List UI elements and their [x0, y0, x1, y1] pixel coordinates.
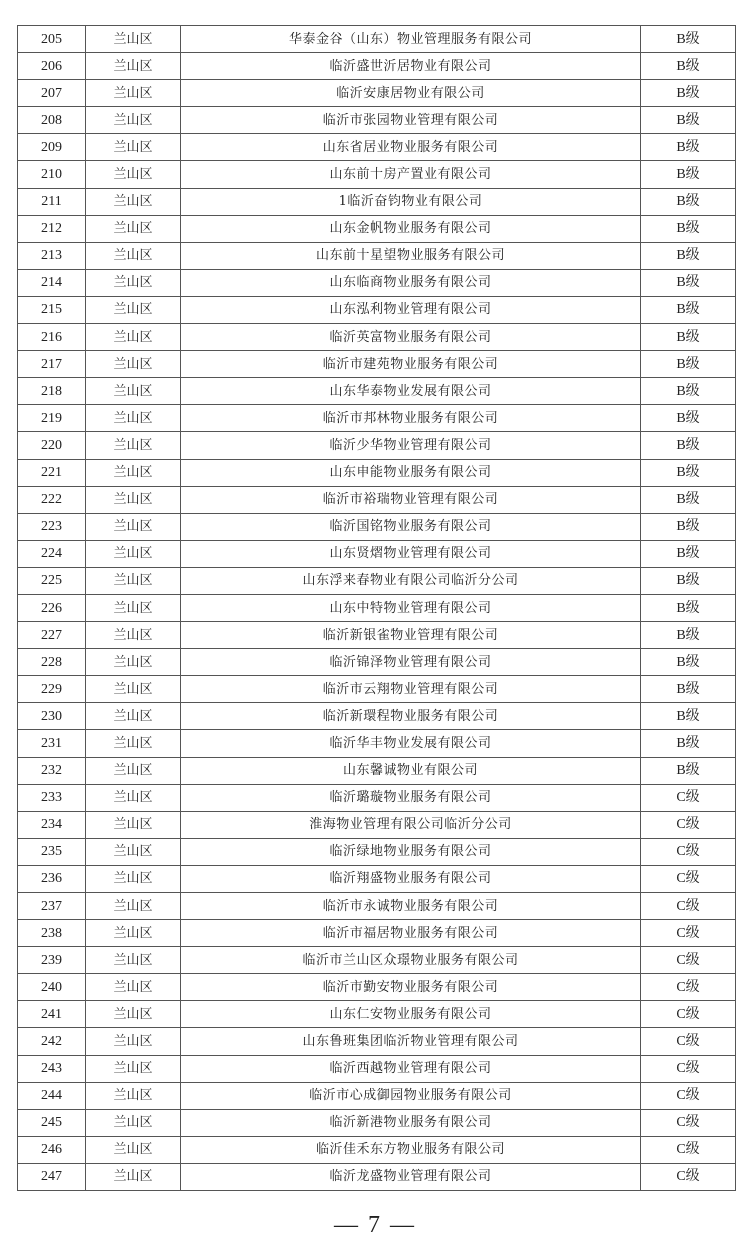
grade-cell: C级 — [641, 1136, 736, 1163]
company-name-cell: 山东前十星望物业服务有限公司 — [181, 242, 641, 269]
table-row — [18, 215, 736, 242]
grade-cell: B级 — [641, 540, 736, 567]
district-cell: 兰山区 — [86, 486, 181, 513]
grade-cell: C级 — [641, 893, 736, 920]
table-row — [18, 920, 736, 947]
table-body — [18, 26, 736, 1191]
row-number-cell: 234 — [18, 811, 86, 838]
row-number-cell: 205 — [18, 26, 86, 53]
grade-cell: C级 — [641, 1028, 736, 1055]
table-row — [18, 784, 736, 811]
district-cell: 兰山区 — [86, 459, 181, 486]
row-number-cell: 213 — [18, 242, 86, 269]
table-row — [18, 1082, 736, 1109]
company-name-cell: 临沂安康居物业有限公司 — [181, 80, 641, 107]
row-number-cell: 210 — [18, 161, 86, 188]
district-cell: 兰山区 — [86, 296, 181, 323]
company-name-cell: 山东泓利物业管理有限公司 — [181, 296, 641, 323]
row-number-cell: 206 — [18, 53, 86, 80]
district-cell: 兰山区 — [86, 80, 181, 107]
row-number-cell: 211 — [18, 188, 86, 215]
district-cell: 兰山区 — [86, 405, 181, 432]
rating-table-container — [17, 25, 735, 1191]
table-row — [18, 432, 736, 459]
row-number-cell: 223 — [18, 513, 86, 540]
company-name-cell: 临沂龙盛物业管理有限公司 — [181, 1163, 641, 1190]
district-cell: 兰山区 — [86, 242, 181, 269]
row-number-cell: 243 — [18, 1055, 86, 1082]
row-number-cell: 217 — [18, 351, 86, 378]
row-number-cell: 209 — [18, 134, 86, 161]
grade-cell: B级 — [641, 459, 736, 486]
district-cell: 兰山区 — [86, 324, 181, 351]
district-cell: 兰山区 — [86, 594, 181, 621]
district-cell: 兰山区 — [86, 649, 181, 676]
district-cell: 兰山区 — [86, 1055, 181, 1082]
company-name-cell: 山东中特物业管理有限公司 — [181, 594, 641, 621]
table-row — [18, 540, 736, 567]
district-cell: 兰山区 — [86, 920, 181, 947]
table-row — [18, 1028, 736, 1055]
grade-cell: B级 — [641, 351, 736, 378]
row-number-cell: 233 — [18, 784, 86, 811]
company-name-cell: 临沂华丰物业发展有限公司 — [181, 730, 641, 757]
table-row — [18, 53, 736, 80]
district-cell: 兰山区 — [86, 757, 181, 784]
grade-cell: B级 — [641, 53, 736, 80]
row-number-cell: 215 — [18, 296, 86, 323]
grade-cell: C级 — [641, 974, 736, 1001]
district-cell: 兰山区 — [86, 351, 181, 378]
district-cell: 兰山区 — [86, 703, 181, 730]
company-name-cell: 临沂少华物业管理有限公司 — [181, 432, 641, 459]
grade-cell: B级 — [641, 622, 736, 649]
grade-cell: B级 — [641, 161, 736, 188]
grade-cell: B级 — [641, 513, 736, 540]
district-cell: 兰山区 — [86, 1163, 181, 1190]
row-number-cell: 242 — [18, 1028, 86, 1055]
table-row — [18, 811, 736, 838]
grade-cell: C级 — [641, 1055, 736, 1082]
district-cell: 兰山区 — [86, 134, 181, 161]
district-cell: 兰山区 — [86, 865, 181, 892]
district-cell: 兰山区 — [86, 947, 181, 974]
grade-cell: B级 — [641, 188, 736, 215]
company-name-cell: 1临沂奋钧物业有限公司 — [181, 188, 641, 215]
district-cell: 兰山区 — [86, 107, 181, 134]
property-company-rating-table — [17, 25, 736, 1191]
table-row — [18, 26, 736, 53]
row-number-cell: 239 — [18, 947, 86, 974]
grade-cell: B级 — [641, 432, 736, 459]
district-cell: 兰山区 — [86, 53, 181, 80]
district-cell: 兰山区 — [86, 188, 181, 215]
row-number-cell: 236 — [18, 865, 86, 892]
company-name-cell: 淮海物业管理有限公司临沂分公司 — [181, 811, 641, 838]
district-cell: 兰山区 — [86, 1136, 181, 1163]
row-number-cell: 220 — [18, 432, 86, 459]
row-number-cell: 228 — [18, 649, 86, 676]
company-name-cell: 临沂锦泽物业管理有限公司 — [181, 649, 641, 676]
table-row — [18, 676, 736, 703]
district-cell: 兰山区 — [86, 730, 181, 757]
company-name-cell: 山东浮来春物业有限公司临沂分公司 — [181, 567, 641, 594]
grade-cell: B级 — [641, 757, 736, 784]
grade-cell: C级 — [641, 1082, 736, 1109]
table-row — [18, 947, 736, 974]
grade-cell: B级 — [641, 296, 736, 323]
row-number-cell: 224 — [18, 540, 86, 567]
table-row — [18, 893, 736, 920]
district-cell: 兰山区 — [86, 838, 181, 865]
row-number-cell: 231 — [18, 730, 86, 757]
row-number-cell: 218 — [18, 378, 86, 405]
company-name-cell: 临沂市云翔物业管理有限公司 — [181, 676, 641, 703]
company-name-cell: 山东前十房产置业有限公司 — [181, 161, 641, 188]
table-row — [18, 622, 736, 649]
grade-cell: B级 — [641, 486, 736, 513]
table-row — [18, 865, 736, 892]
row-number-cell: 226 — [18, 594, 86, 621]
table-row — [18, 1163, 736, 1190]
company-name-cell: 临沂市福居物业服务有限公司 — [181, 920, 641, 947]
company-name-cell: 山东仁安物业服务有限公司 — [181, 1001, 641, 1028]
district-cell: 兰山区 — [86, 432, 181, 459]
row-number-cell: 219 — [18, 405, 86, 432]
company-name-cell: 山东申能物业服务有限公司 — [181, 459, 641, 486]
grade-cell: C级 — [641, 920, 736, 947]
grade-cell: B级 — [641, 215, 736, 242]
district-cell: 兰山区 — [86, 513, 181, 540]
grade-cell: B级 — [641, 269, 736, 296]
district-cell: 兰山区 — [86, 676, 181, 703]
table-row — [18, 1055, 736, 1082]
company-name-cell: 临沂翔盛物业服务有限公司 — [181, 865, 641, 892]
row-number-cell: 245 — [18, 1109, 86, 1136]
table-row — [18, 269, 736, 296]
district-cell: 兰山区 — [86, 26, 181, 53]
district-cell: 兰山区 — [86, 1001, 181, 1028]
company-name-cell: 临沂绿地物业服务有限公司 — [181, 838, 641, 865]
table-row — [18, 242, 736, 269]
table-row — [18, 405, 736, 432]
row-number-cell: 232 — [18, 757, 86, 784]
grade-cell: B级 — [641, 107, 736, 134]
grade-cell: B级 — [641, 80, 736, 107]
table-row — [18, 1136, 736, 1163]
grade-cell: C级 — [641, 947, 736, 974]
company-name-cell: 临沂市裕瑞物业管理有限公司 — [181, 486, 641, 513]
grade-cell: B级 — [641, 134, 736, 161]
grade-cell: B级 — [641, 730, 736, 757]
company-name-cell: 临沂盛世沂居物业有限公司 — [181, 53, 641, 80]
table-row — [18, 459, 736, 486]
grade-cell: B级 — [641, 405, 736, 432]
table-row — [18, 974, 736, 1001]
company-name-cell: 临沂新银雀物业管理有限公司 — [181, 622, 641, 649]
company-name-cell: 临沂市兰山区众璟物业服务有限公司 — [181, 947, 641, 974]
table-row — [18, 513, 736, 540]
company-name-cell: 临沂市勤安物业服务有限公司 — [181, 974, 641, 1001]
table-row — [18, 567, 736, 594]
row-number-cell: 221 — [18, 459, 86, 486]
table-row — [18, 80, 736, 107]
district-cell: 兰山区 — [86, 567, 181, 594]
table-row — [18, 703, 736, 730]
district-cell: 兰山区 — [86, 1082, 181, 1109]
row-number-cell: 238 — [18, 920, 86, 947]
table-row — [18, 1001, 736, 1028]
grade-cell: B级 — [641, 594, 736, 621]
grade-cell: C级 — [641, 784, 736, 811]
district-cell: 兰山区 — [86, 215, 181, 242]
page-number: — 7 — — [334, 1212, 416, 1238]
row-number-cell: 212 — [18, 215, 86, 242]
grade-cell: B级 — [641, 649, 736, 676]
company-name-cell: 临沂璐璇物业服务有限公司 — [181, 784, 641, 811]
row-number-cell: 244 — [18, 1082, 86, 1109]
district-cell: 兰山区 — [86, 784, 181, 811]
table-row — [18, 107, 736, 134]
district-cell: 兰山区 — [86, 811, 181, 838]
row-number-cell: 216 — [18, 324, 86, 351]
row-number-cell: 222 — [18, 486, 86, 513]
company-name-cell: 临沂西越物业管理有限公司 — [181, 1055, 641, 1082]
grade-cell: B级 — [641, 26, 736, 53]
company-name-cell: 临沂新港物业服务有限公司 — [181, 1109, 641, 1136]
company-name-cell: 山东贤熠物业管理有限公司 — [181, 540, 641, 567]
table-row — [18, 594, 736, 621]
row-number-cell: 230 — [18, 703, 86, 730]
table-row — [18, 296, 736, 323]
company-name-cell: 临沂市建苑物业服务有限公司 — [181, 351, 641, 378]
grade-cell: B级 — [641, 242, 736, 269]
company-name-cell: 华泰金谷（山东）物业管理服务有限公司 — [181, 26, 641, 53]
company-name-cell: 临沂市邦林物业服务有限公司 — [181, 405, 641, 432]
district-cell: 兰山区 — [86, 622, 181, 649]
company-name-cell: 临沂市张园物业管理有限公司 — [181, 107, 641, 134]
table-row — [18, 1109, 736, 1136]
company-name-cell: 山东金帆物业服务有限公司 — [181, 215, 641, 242]
row-number-cell: 247 — [18, 1163, 86, 1190]
grade-cell: C级 — [641, 838, 736, 865]
grade-cell: B级 — [641, 703, 736, 730]
company-name-cell: 山东临商物业服务有限公司 — [181, 269, 641, 296]
company-name-cell: 临沂国铭物业服务有限公司 — [181, 513, 641, 540]
row-number-cell: 229 — [18, 676, 86, 703]
company-name-cell: 临沂市心成御园物业服务有限公司 — [181, 1082, 641, 1109]
table-row — [18, 757, 736, 784]
row-number-cell: 240 — [18, 974, 86, 1001]
table-row — [18, 649, 736, 676]
table-row — [18, 188, 736, 215]
row-number-cell: 225 — [18, 567, 86, 594]
grade-cell: B级 — [641, 567, 736, 594]
grade-cell: C级 — [641, 865, 736, 892]
district-cell: 兰山区 — [86, 1109, 181, 1136]
company-name-cell: 山东鲁班集团临沂物业管理有限公司 — [181, 1028, 641, 1055]
company-name-cell: 临沂英富物业服务有限公司 — [181, 324, 641, 351]
district-cell: 兰山区 — [86, 269, 181, 296]
table-row — [18, 134, 736, 161]
table-row — [18, 486, 736, 513]
row-number-cell: 207 — [18, 80, 86, 107]
table-row — [18, 730, 736, 757]
table-row — [18, 161, 736, 188]
company-name-cell: 山东省居业物业服务有限公司 — [181, 134, 641, 161]
row-number-cell: 214 — [18, 269, 86, 296]
table-row — [18, 351, 736, 378]
grade-cell: C级 — [641, 1109, 736, 1136]
row-number-cell: 208 — [18, 107, 86, 134]
company-name-cell: 临沂新環程物业服务有限公司 — [181, 703, 641, 730]
company-name-cell: 临沂市永诚物业服务有限公司 — [181, 893, 641, 920]
grade-cell: C级 — [641, 811, 736, 838]
row-number-cell: 235 — [18, 838, 86, 865]
district-cell: 兰山区 — [86, 974, 181, 1001]
row-number-cell: 227 — [18, 622, 86, 649]
table-row — [18, 324, 736, 351]
grade-cell: B级 — [641, 324, 736, 351]
row-number-cell: 246 — [18, 1136, 86, 1163]
company-name-cell: 山东华泰物业发展有限公司 — [181, 378, 641, 405]
table-row — [18, 838, 736, 865]
grade-cell: B级 — [641, 378, 736, 405]
district-cell: 兰山区 — [86, 893, 181, 920]
row-number-cell: 241 — [18, 1001, 86, 1028]
company-name-cell: 临沂佳禾东方物业服务有限公司 — [181, 1136, 641, 1163]
table-row — [18, 378, 736, 405]
district-cell: 兰山区 — [86, 540, 181, 567]
row-number-cell: 237 — [18, 893, 86, 920]
district-cell: 兰山区 — [86, 378, 181, 405]
grade-cell: C级 — [641, 1001, 736, 1028]
company-name-cell: 山东馨诚物业有限公司 — [181, 757, 641, 784]
grade-cell: B级 — [641, 676, 736, 703]
grade-cell: C级 — [641, 1163, 736, 1190]
district-cell: 兰山区 — [86, 1028, 181, 1055]
district-cell: 兰山区 — [86, 161, 181, 188]
